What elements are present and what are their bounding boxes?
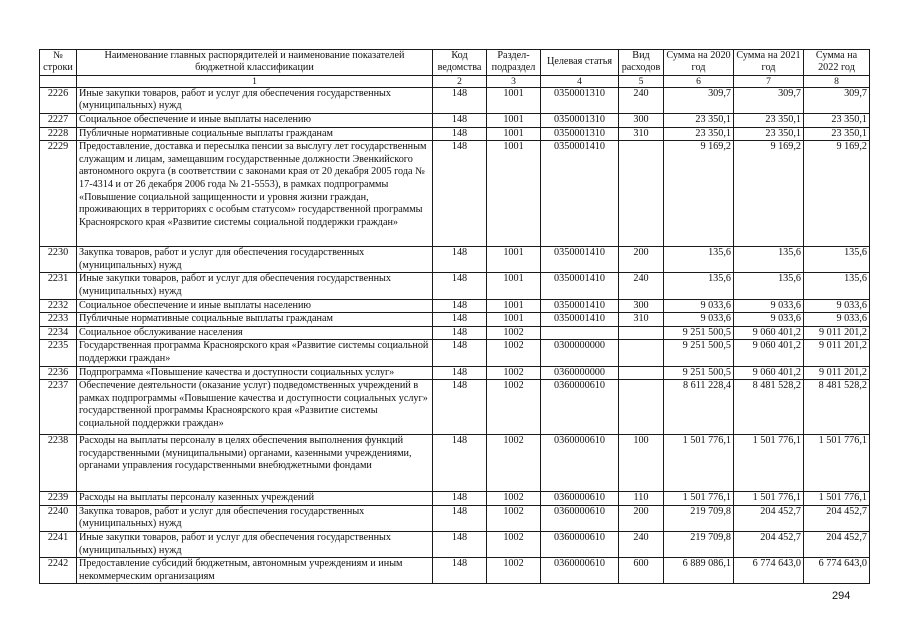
column-number: 2 [433, 75, 487, 87]
section-code: 1001 [487, 273, 541, 299]
column-number-row [40, 75, 870, 87]
sum-2020: 9 033,6 [664, 313, 734, 327]
header-sum-2021: Сумма на 2021 год [734, 50, 804, 76]
table-row [40, 299, 870, 313]
row-number: 2241 [40, 531, 77, 557]
sum-2020: 219 709,8 [664, 531, 734, 557]
row-name: Закупка товаров, работ и услуг для обеспечения государственных (муниципальных) нужд [77, 505, 433, 531]
row-name: Предоставление субсидий бюджетным, автономным учреждениям и иным некоммерческим организациям [77, 558, 433, 584]
target-item-code: 0300000000 [541, 340, 619, 366]
sum-2021: 9 060 401,2 [734, 326, 804, 340]
expense-type-code: 310 [619, 127, 664, 141]
sum-2021: 9 060 401,2 [734, 366, 804, 380]
department-code: 148 [433, 141, 487, 247]
target-item-code: 0360000610 [541, 435, 619, 492]
table-row [40, 313, 870, 327]
sum-2022: 9 011 201,2 [804, 366, 870, 380]
table-row [40, 114, 870, 128]
expense-type-code: 100 [619, 435, 664, 492]
section-code: 1001 [487, 247, 541, 273]
sum-2021: 9 033,6 [734, 299, 804, 313]
target-item-code: 0350001410 [541, 299, 619, 313]
row-name: Публичные нормативные социальные выплаты гражданам [77, 313, 433, 327]
budget-table [39, 49, 870, 584]
row-number: 2232 [40, 299, 77, 313]
sum-2022: 9 011 201,2 [804, 326, 870, 340]
row-number: 2240 [40, 505, 77, 531]
row-name: Расходы на выплаты персоналу в целях обеспечения выполнения функций государственными (муниципальными) органами, казенными учреждениями, органами управления государственными внебюджетными фондами [77, 435, 433, 492]
sum-2020: 1 501 776,1 [664, 435, 734, 492]
sum-2020: 1 501 776,1 [664, 492, 734, 506]
department-code: 148 [433, 435, 487, 492]
expense-type-code [619, 380, 664, 435]
row-number: 2229 [40, 141, 77, 247]
sum-2020: 8 611 228,4 [664, 380, 734, 435]
department-code: 148 [433, 492, 487, 506]
row-name: Предоставление, доставка и пересылка пенсии за выслугу лет государственным служащим и лицам, замещавшим государственные должности Эвенкийского автономного округа (в соответствии с законами края от 20 декабря 2005 года № 17-4314 и от 26 декабря 2006 года № 21-5553), в рамках подпрограммы «Повышение социальной защищенности и уровня жизни граждан, проживающих в территориях с особым статусом» государственной программы Красноярского края «Развитие системы социальной поддержки граждан» [77, 141, 433, 247]
row-name: Государственная программа Красноярского края «Развитие системы социальной поддержки граждан» [77, 340, 433, 366]
row-name: Иные закупки товаров, работ и услуг для обеспечения государственных (муниципальных) нужд [77, 273, 433, 299]
table-row [40, 340, 870, 366]
section-code: 1002 [487, 380, 541, 435]
row-name: Публичные нормативные социальные выплаты гражданам [77, 127, 433, 141]
header-department-code: Код ведомства [433, 50, 487, 76]
table-row [40, 380, 870, 435]
row-number: 2231 [40, 273, 77, 299]
table-row [40, 435, 870, 492]
sum-2020: 9 251 500,5 [664, 326, 734, 340]
department-code: 148 [433, 313, 487, 327]
department-code: 148 [433, 299, 487, 313]
row-name: Иные закупки товаров, работ и услуг для обеспечения государственных (муниципальных) нужд [77, 531, 433, 557]
target-item-code: 0350001310 [541, 87, 619, 113]
expense-type-code: 300 [619, 114, 664, 128]
row-number: 2230 [40, 247, 77, 273]
table-row [40, 366, 870, 380]
expense-type-code: 240 [619, 531, 664, 557]
expense-type-code [619, 326, 664, 340]
sum-2020: 309,7 [664, 87, 734, 113]
sum-2020: 9 033,6 [664, 299, 734, 313]
sum-2022: 204 452,7 [804, 505, 870, 531]
expense-type-code: 240 [619, 87, 664, 113]
sum-2020: 9 169,2 [664, 141, 734, 247]
column-number [40, 75, 77, 87]
row-number: 2242 [40, 558, 77, 584]
department-code: 148 [433, 87, 487, 113]
expense-type-code: 200 [619, 505, 664, 531]
department-code: 148 [433, 505, 487, 531]
table-row [40, 87, 870, 113]
table-row [40, 531, 870, 557]
department-code: 148 [433, 127, 487, 141]
column-number: 1 [77, 75, 433, 87]
target-item-code: 0360000610 [541, 531, 619, 557]
section-code: 1002 [487, 531, 541, 557]
sum-2020: 23 350,1 [664, 114, 734, 128]
sum-2022: 9 169,2 [804, 141, 870, 247]
sum-2022: 204 452,7 [804, 531, 870, 557]
section-code: 1001 [487, 87, 541, 113]
target-item-code: 0360000610 [541, 558, 619, 584]
target-item-code: 0350001410 [541, 313, 619, 327]
table-row [40, 247, 870, 273]
target-item-code: 0360000610 [541, 380, 619, 435]
sum-2022: 23 350,1 [804, 127, 870, 141]
sum-2022: 135,6 [804, 273, 870, 299]
header-section: Раздел-подраздел [487, 50, 541, 76]
sum-2021: 135,6 [734, 247, 804, 273]
table-row [40, 127, 870, 141]
sum-2020: 219 709,8 [664, 505, 734, 531]
sum-2020: 6 889 086,1 [664, 558, 734, 584]
sum-2021: 23 350,1 [734, 114, 804, 128]
section-code: 1002 [487, 366, 541, 380]
expense-type-code: 300 [619, 299, 664, 313]
row-name: Подпрограмма «Повышение качества и доступности социальных услуг» [77, 366, 433, 380]
sum-2021: 204 452,7 [734, 531, 804, 557]
row-name: Социальное обслуживание населения [77, 326, 433, 340]
row-number: 2234 [40, 326, 77, 340]
section-code: 1001 [487, 141, 541, 247]
department-code: 148 [433, 340, 487, 366]
sum-2022: 6 774 643,0 [804, 558, 870, 584]
target-item-code [541, 326, 619, 340]
sum-2022: 9 033,6 [804, 313, 870, 327]
target-item-code: 0360000610 [541, 505, 619, 531]
target-item-code: 0350001310 [541, 127, 619, 141]
target-item-code: 0350001410 [541, 273, 619, 299]
sum-2020: 9 251 500,5 [664, 340, 734, 366]
target-item-code: 0350001410 [541, 247, 619, 273]
section-code: 1001 [487, 127, 541, 141]
section-code: 1002 [487, 492, 541, 506]
row-name: Закупка товаров, работ и услуг для обеспечения государственных (муниципальных) нужд [77, 247, 433, 273]
sum-2021: 135,6 [734, 273, 804, 299]
expense-type-code: 600 [619, 558, 664, 584]
target-item-code: 0360000000 [541, 366, 619, 380]
department-code: 148 [433, 558, 487, 584]
section-code: 1002 [487, 558, 541, 584]
section-code: 1001 [487, 313, 541, 327]
expense-type-code: 200 [619, 247, 664, 273]
section-code: 1002 [487, 340, 541, 366]
department-code: 148 [433, 531, 487, 557]
table-row [40, 558, 870, 584]
expense-type-code: 110 [619, 492, 664, 506]
row-name: Социальное обеспечение и иные выплаты населению [77, 299, 433, 313]
department-code: 148 [433, 247, 487, 273]
sum-2022: 9 011 201,2 [804, 340, 870, 366]
column-number: 3 [487, 75, 541, 87]
section-code: 1001 [487, 299, 541, 313]
page-number: 294 [832, 590, 851, 602]
table-row [40, 273, 870, 299]
sum-2020: 135,6 [664, 273, 734, 299]
row-number: 2228 [40, 127, 77, 141]
table-row [40, 492, 870, 506]
sum-2021: 9 169,2 [734, 141, 804, 247]
sum-2022: 8 481 528,2 [804, 380, 870, 435]
sum-2020: 135,6 [664, 247, 734, 273]
sum-2022: 309,7 [804, 87, 870, 113]
header-sum-2020: Сумма на 2020 год [664, 50, 734, 76]
sum-2020: 9 251 500,5 [664, 366, 734, 380]
header-name: Наименование главных распорядителей и наименование показателей бюджетной классификации [77, 50, 433, 76]
target-item-code: 0350001410 [541, 141, 619, 247]
expense-type-code: 240 [619, 273, 664, 299]
column-number: 8 [804, 75, 870, 87]
section-code: 1002 [487, 505, 541, 531]
sum-2021: 204 452,7 [734, 505, 804, 531]
row-number: 2227 [40, 114, 77, 128]
header-expense-type: Вид расходов [619, 50, 664, 76]
expense-type-code [619, 366, 664, 380]
row-name: Иные закупки товаров, работ и услуг для обеспечения государственных (муниципальных) нужд [77, 87, 433, 113]
column-number: 5 [619, 75, 664, 87]
row-number: 2226 [40, 87, 77, 113]
department-code: 148 [433, 273, 487, 299]
table-row [40, 141, 870, 247]
row-number: 2239 [40, 492, 77, 506]
target-item-code: 0350001310 [541, 114, 619, 128]
column-number: 4 [541, 75, 619, 87]
sum-2021: 23 350,1 [734, 127, 804, 141]
department-code: 148 [433, 366, 487, 380]
column-number: 6 [664, 75, 734, 87]
section-code: 1001 [487, 114, 541, 128]
header-target-item: Целевая статья [541, 50, 619, 76]
sum-2020: 23 350,1 [664, 127, 734, 141]
row-number: 2238 [40, 435, 77, 492]
row-number: 2235 [40, 340, 77, 366]
sum-2021: 6 774 643,0 [734, 558, 804, 584]
row-name: Расходы на выплаты персоналу казенных учреждений [77, 492, 433, 506]
sum-2021: 8 481 528,2 [734, 380, 804, 435]
sum-2021: 9 060 401,2 [734, 340, 804, 366]
row-number: 2233 [40, 313, 77, 327]
table-row [40, 505, 870, 531]
sum-2021: 1 501 776,1 [734, 492, 804, 506]
sum-2022: 23 350,1 [804, 114, 870, 128]
header-sum-2022: Сумма на 2022 год [804, 50, 870, 76]
row-name: Обеспечение деятельности (оказание услуг) подведомственных учреждений в рамках подпрограммы «Повышение качества и доступности социальных услуг» государственной программы Красноярского края «Развитие системы социальной поддержки граждан» [77, 380, 433, 435]
row-name: Социальное обеспечение и иные выплаты населению [77, 114, 433, 128]
header-row [40, 50, 870, 76]
table-body [40, 87, 870, 583]
sum-2022: 1 501 776,1 [804, 435, 870, 492]
sum-2022: 9 033,6 [804, 299, 870, 313]
sum-2021: 9 033,6 [734, 313, 804, 327]
department-code: 148 [433, 326, 487, 340]
row-number: 2237 [40, 380, 77, 435]
sum-2022: 1 501 776,1 [804, 492, 870, 506]
expense-type-code [619, 141, 664, 247]
section-code: 1002 [487, 435, 541, 492]
section-code: 1002 [487, 326, 541, 340]
column-number: 7 [734, 75, 804, 87]
expense-type-code: 310 [619, 313, 664, 327]
department-code: 148 [433, 114, 487, 128]
header-row-number: № строки [40, 50, 77, 76]
sum-2021: 309,7 [734, 87, 804, 113]
sum-2022: 135,6 [804, 247, 870, 273]
table-row [40, 326, 870, 340]
sum-2021: 1 501 776,1 [734, 435, 804, 492]
expense-type-code [619, 340, 664, 366]
target-item-code: 0360000610 [541, 492, 619, 506]
department-code: 148 [433, 380, 487, 435]
row-number: 2236 [40, 366, 77, 380]
